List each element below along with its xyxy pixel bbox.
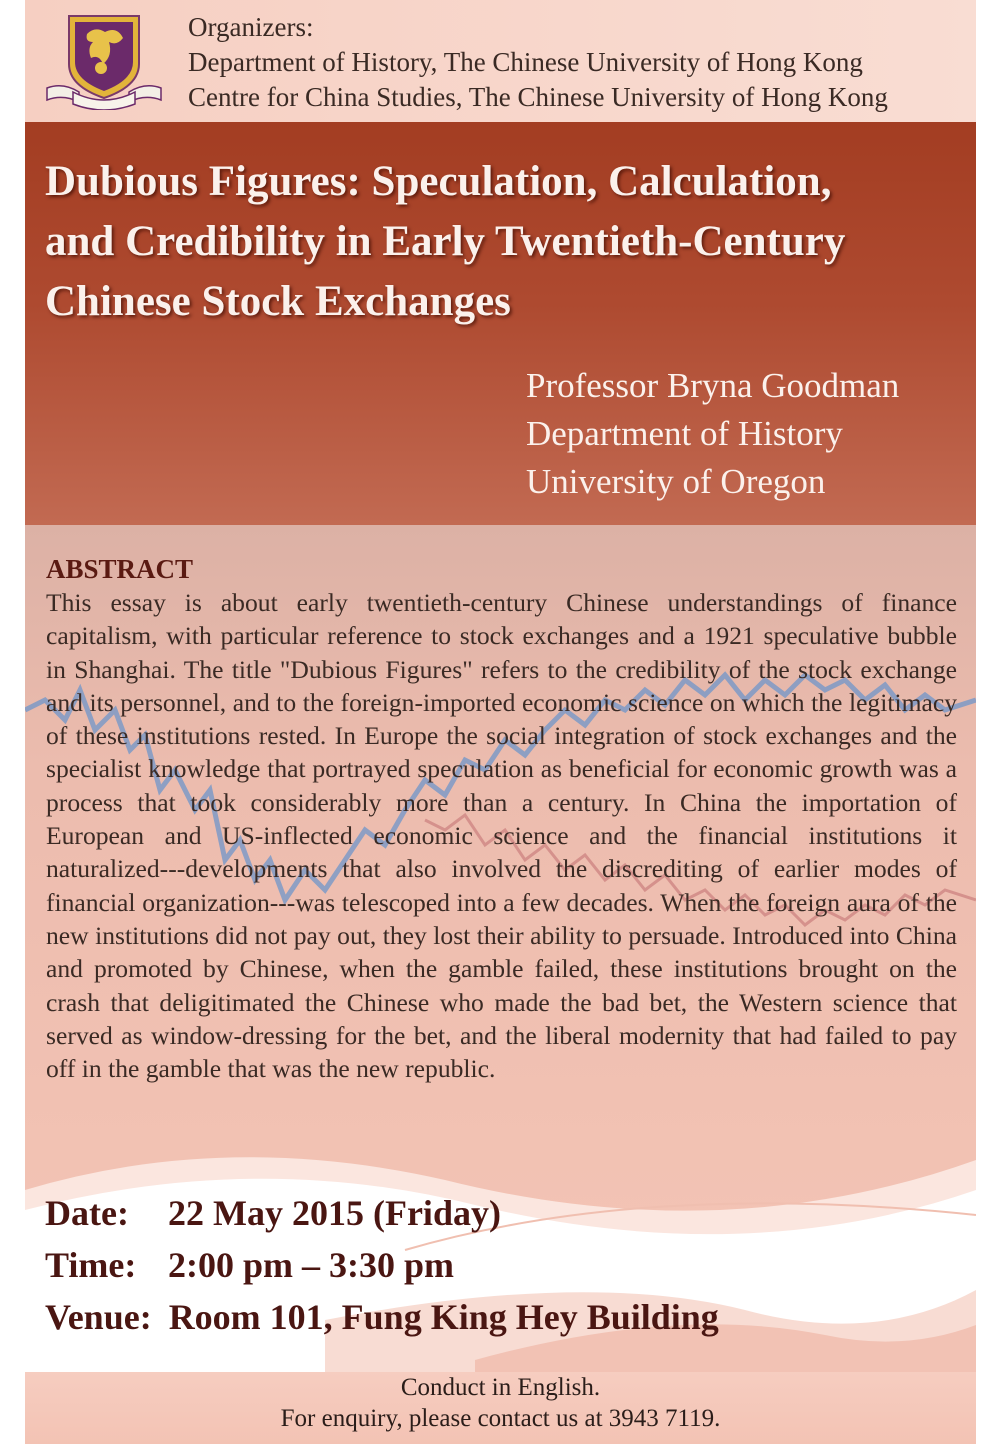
lecture-title — [45, 152, 965, 332]
event-details — [45, 1187, 945, 1343]
footer — [25, 1372, 976, 1444]
abstract-section — [46, 552, 957, 1085]
organizers-header — [25, 0, 976, 122]
enquiry-note: For enquiry, please contact us at 3943 7119. — [280, 1405, 721, 1432]
time-value: 2:00 pm – 3:30 pm — [168, 1245, 454, 1285]
time-label: Time: — [45, 1245, 137, 1285]
organizer-china-studies: Centre for China Studies, The Chinese University of Hong Kong — [188, 82, 888, 112]
date-row — [45, 1187, 945, 1239]
organizers-label: Organizers: — [188, 12, 314, 42]
language-note: Conduct in English. — [400, 1374, 601, 1401]
title-line-2: and Credibility in Early Twentieth-Century — [45, 218, 846, 265]
organizer-history-dept: Department of History, The Chinese University of Hong Kong — [188, 47, 863, 77]
date-value: 22 May 2015 (Friday) — [168, 1193, 501, 1233]
abstract-body: This essay is about early twentieth-century Chinese understandings of finance capitalism, with particular reference to stock exchanges and a 1921 speculative bubble in Shanghai. The title "Dubious Figures" refers to the credibility of the stock exchange and its personnel, and to the foreign-imported economic science on which the legitimacy of these institutions rested. In Europe the social integration of stock exchanges and the specialist knowledge that portrayed speculation as beneficial for economic growth was a process that took considerably more than a century. In China the importation of European and US-inflected economic science and the financial institutions it naturalized---developments that also involved the discrediting of earlier modes of financial organization---was telescoped into a few decades. When the foreign aura of the new institutions did not pay out, they lost their ability to persuade. Introduced into China and promoted by Chinese, when the gamble failed, these institutions brought on the crash that deligitimated the Chinese who made the bad bet, the Western science that served as window-dressing for the bet, and the liberal modernity that had failed to pay off in the gamble that was the new republic. — [46, 588, 957, 1084]
title-band — [25, 122, 976, 525]
venue-label: Venue: — [45, 1297, 152, 1337]
speaker-university: University of Oregon — [526, 462, 826, 501]
event-poster — [25, 0, 976, 1444]
time-row — [45, 1239, 945, 1291]
speaker-block — [526, 362, 966, 506]
organizers-block — [188, 10, 968, 115]
university-crest-icon — [43, 12, 165, 110]
venue-value: Room 101, Fung King Hey Building — [168, 1297, 719, 1337]
title-line-3: Chinese Stock Exchanges — [45, 278, 511, 325]
title-line-1: Dubious Figures: Speculation, Calculation, — [45, 158, 832, 205]
venue-row — [45, 1291, 945, 1343]
date-label: Date: — [45, 1193, 129, 1233]
speaker-department: Department of History — [526, 414, 843, 453]
abstract-heading: ABSTRACT — [46, 554, 194, 584]
speaker-name: Professor Bryna Goodman — [526, 366, 900, 405]
